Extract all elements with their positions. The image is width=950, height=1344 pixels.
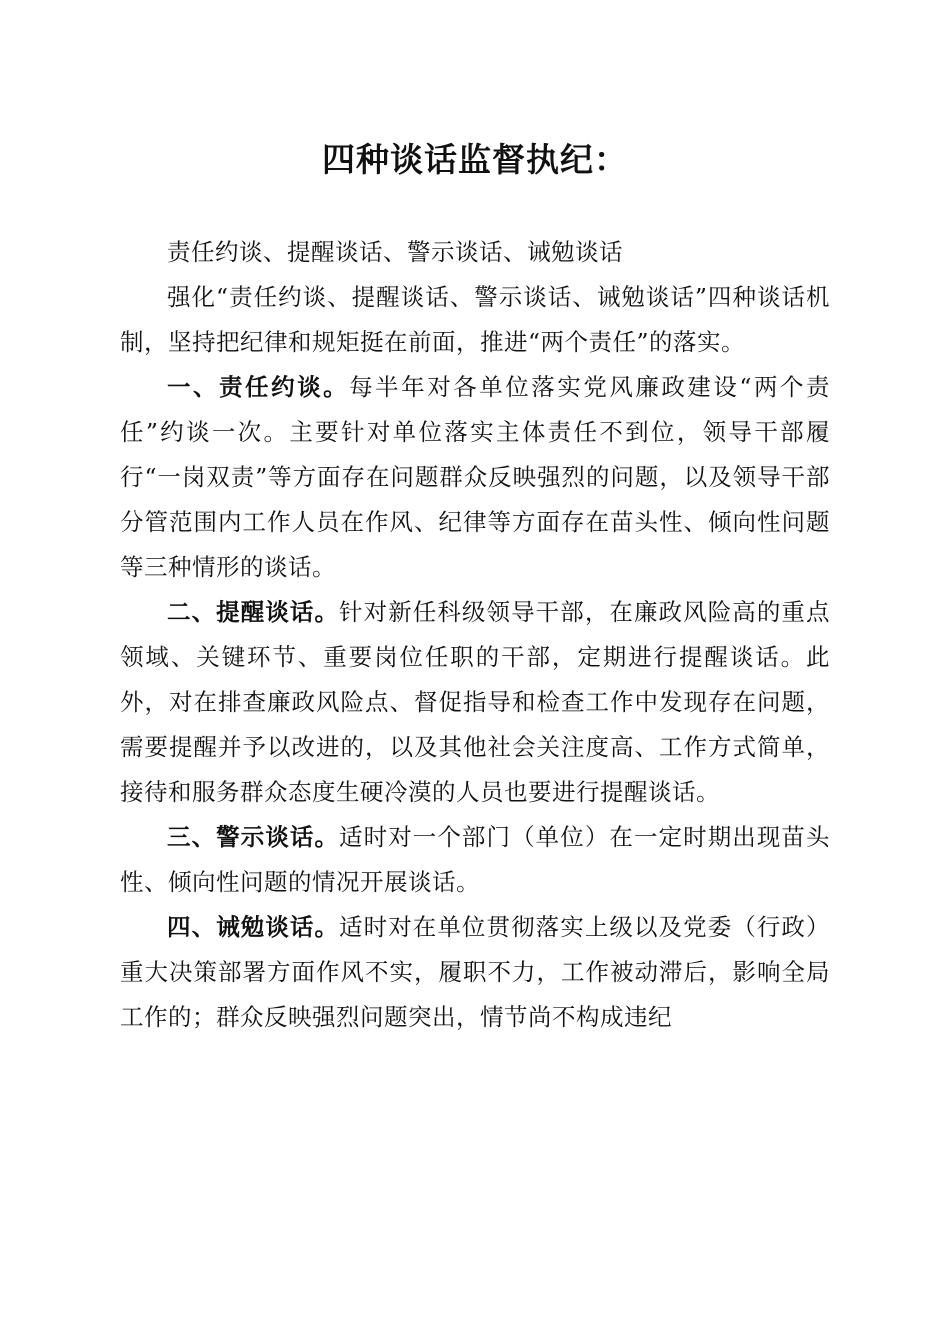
section-text: 针对新任科级领导干部，在廉政风险高的重点领域、关键环节、重要岗位任职的干部，定期进行提醒谈话。此外，对在排查廉政风险点、督促指导和检查工作中发现存在问题，需要提醒并予以改进的，以及其他社会关注度高、工作方式简单，接待和服务群众态度生硬冷漠的人员也要进行提醒谈话。 (120, 598, 831, 806)
section-heading: 二、提醒谈话。 (167, 598, 340, 626)
section-text: 适时对一个部门（单位）在一定时期出现苗头性、倾向性问题的情况开展谈话。 (120, 823, 831, 896)
section-heading: 一、责任约谈。 (167, 373, 350, 401)
section-admonition-talk (120, 905, 830, 1040)
document-subtitle: 责任约谈、提醒谈话、警示谈话、诫勉谈话 (167, 238, 623, 266)
section-reminder-talk (120, 590, 830, 815)
section-heading: 四、诫勉谈话。 (167, 913, 340, 941)
document-title: 四种谈话监督执纪： (322, 140, 628, 179)
section-heading: 三、警示谈话。 (167, 823, 340, 851)
section-warning-talk (120, 815, 830, 905)
section-text: 每半年对各单位落实党风廉政建设“两个责任”约谈一次。主要针对单位落实主体责任不到位，领导干部履行“一岗双责”等方面存在问题群众反映强烈的问题，以及领导干部分管范围内工作人员在作风、纪律等方面存在苗头性、倾向性问题等三种情形的谈话。 (120, 373, 831, 581)
section-responsibility-talk (120, 365, 830, 590)
intro-paragraph: 强化“责任约谈、提醒谈话、警示谈话、诫勉谈话”四种谈话机制，坚持把纪律和规矩挺在前面，推进“两个责任”的落实。 (120, 283, 830, 356)
section-text: 适时对在单位贯彻落实上级以及党委（行政）重大决策部署方面作风不实，履职不力，工作被动滞后，影响全局工作的；群众反映强烈问题突出，情节尚不构成违纪 (120, 913, 831, 1031)
document-body (120, 231, 830, 1040)
